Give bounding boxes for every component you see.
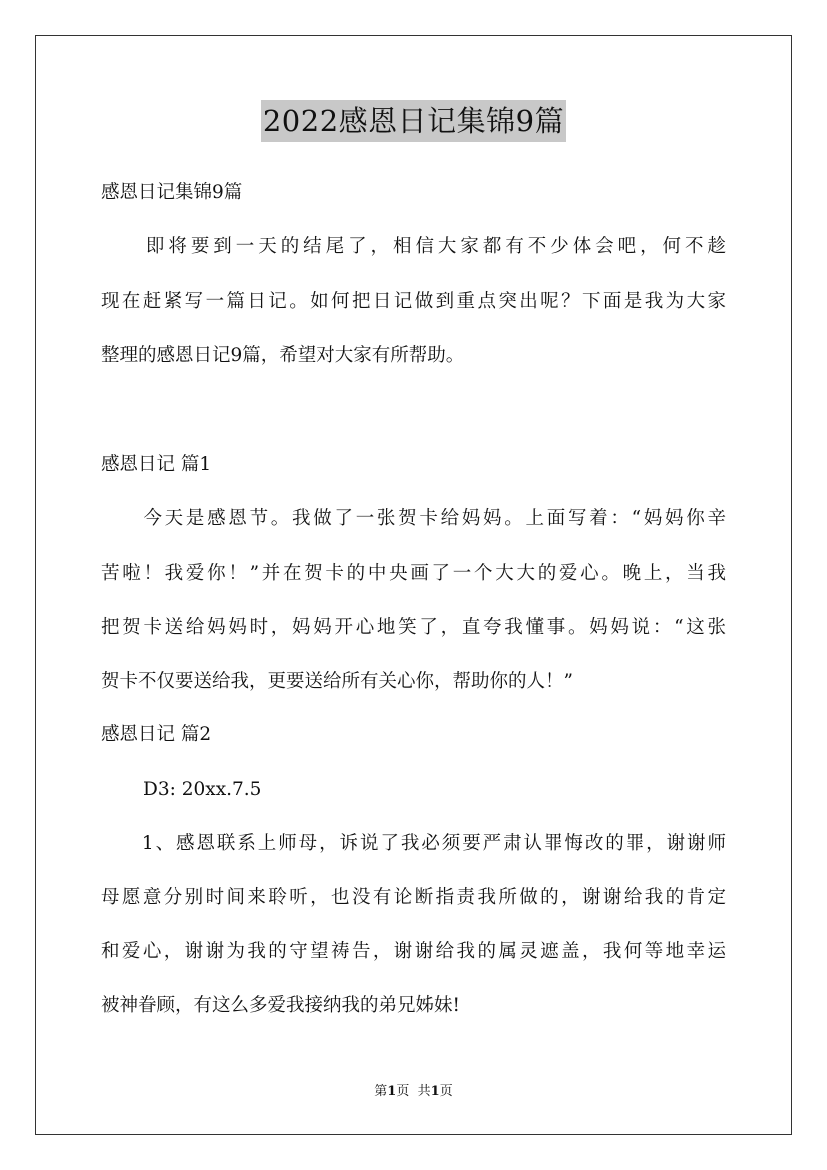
paragraph-line: 和爱心，谢谢为我的守望祷告，谢谢给我的属灵遮盖，我何等地幸运 bbox=[101, 941, 726, 962]
paragraph-line: 苦啦！我爱你！”并在贺卡的中央画了一个大大的爱心。晚上，当我 bbox=[101, 563, 726, 584]
paragraph-line: 贺卡不仅要送给我，更要送给所有关心你，帮助你的人！” bbox=[101, 671, 573, 692]
page-suffix: 页 bbox=[396, 1084, 410, 1099]
intro-line: 整理的感恩日记9篇，希望对大家有所帮助。 bbox=[101, 345, 465, 366]
intro-line: 现在赶紧写一篇日记。如何把日记做到重点突出呢？下面是我为大家 bbox=[101, 291, 726, 312]
document-title: 2022感恩日记集锦9篇 bbox=[261, 100, 566, 142]
page-footer bbox=[0, 1083, 827, 1101]
section-heading: 感恩日记 篇1 bbox=[101, 454, 212, 475]
intro-line: 即将要到一天的结尾了，相信大家都有不少体会吧，何不趁 bbox=[101, 236, 726, 257]
date-line: D3: 20xx.7.5 bbox=[143, 779, 262, 800]
paragraph-line: 母愿意分别时间来聆听，也没有论断指责我所做的，谢谢给我的肯定 bbox=[101, 887, 726, 908]
paragraph-line: 被神眷顾，有这么多爱我接纳我的弟兄姊妹! bbox=[101, 995, 460, 1016]
page-prefix: 第 bbox=[374, 1084, 388, 1099]
title-container bbox=[0, 100, 827, 142]
total-suffix: 页 bbox=[439, 1084, 453, 1099]
paragraph-line: 把贺卡送给妈妈时，妈妈开心地笑了，直夸我懂事。妈妈说：“这张 bbox=[101, 617, 726, 638]
total-prefix: 共 bbox=[417, 1084, 431, 1099]
paragraph-line: 今天是感恩节。我做了一张贺卡给妈妈。上面写着：“妈妈你辛 bbox=[101, 508, 726, 529]
page-number: 1 bbox=[387, 1084, 397, 1099]
section-heading: 感恩日记 篇2 bbox=[101, 724, 212, 745]
total-pages: 1 bbox=[430, 1084, 440, 1099]
document-subtitle: 感恩日记集锦9篇 bbox=[101, 182, 243, 203]
paragraph-line: 1、感恩联系上师母，诉说了我必须要严肃认罪悔改的罪，谢谢师 bbox=[101, 833, 726, 854]
